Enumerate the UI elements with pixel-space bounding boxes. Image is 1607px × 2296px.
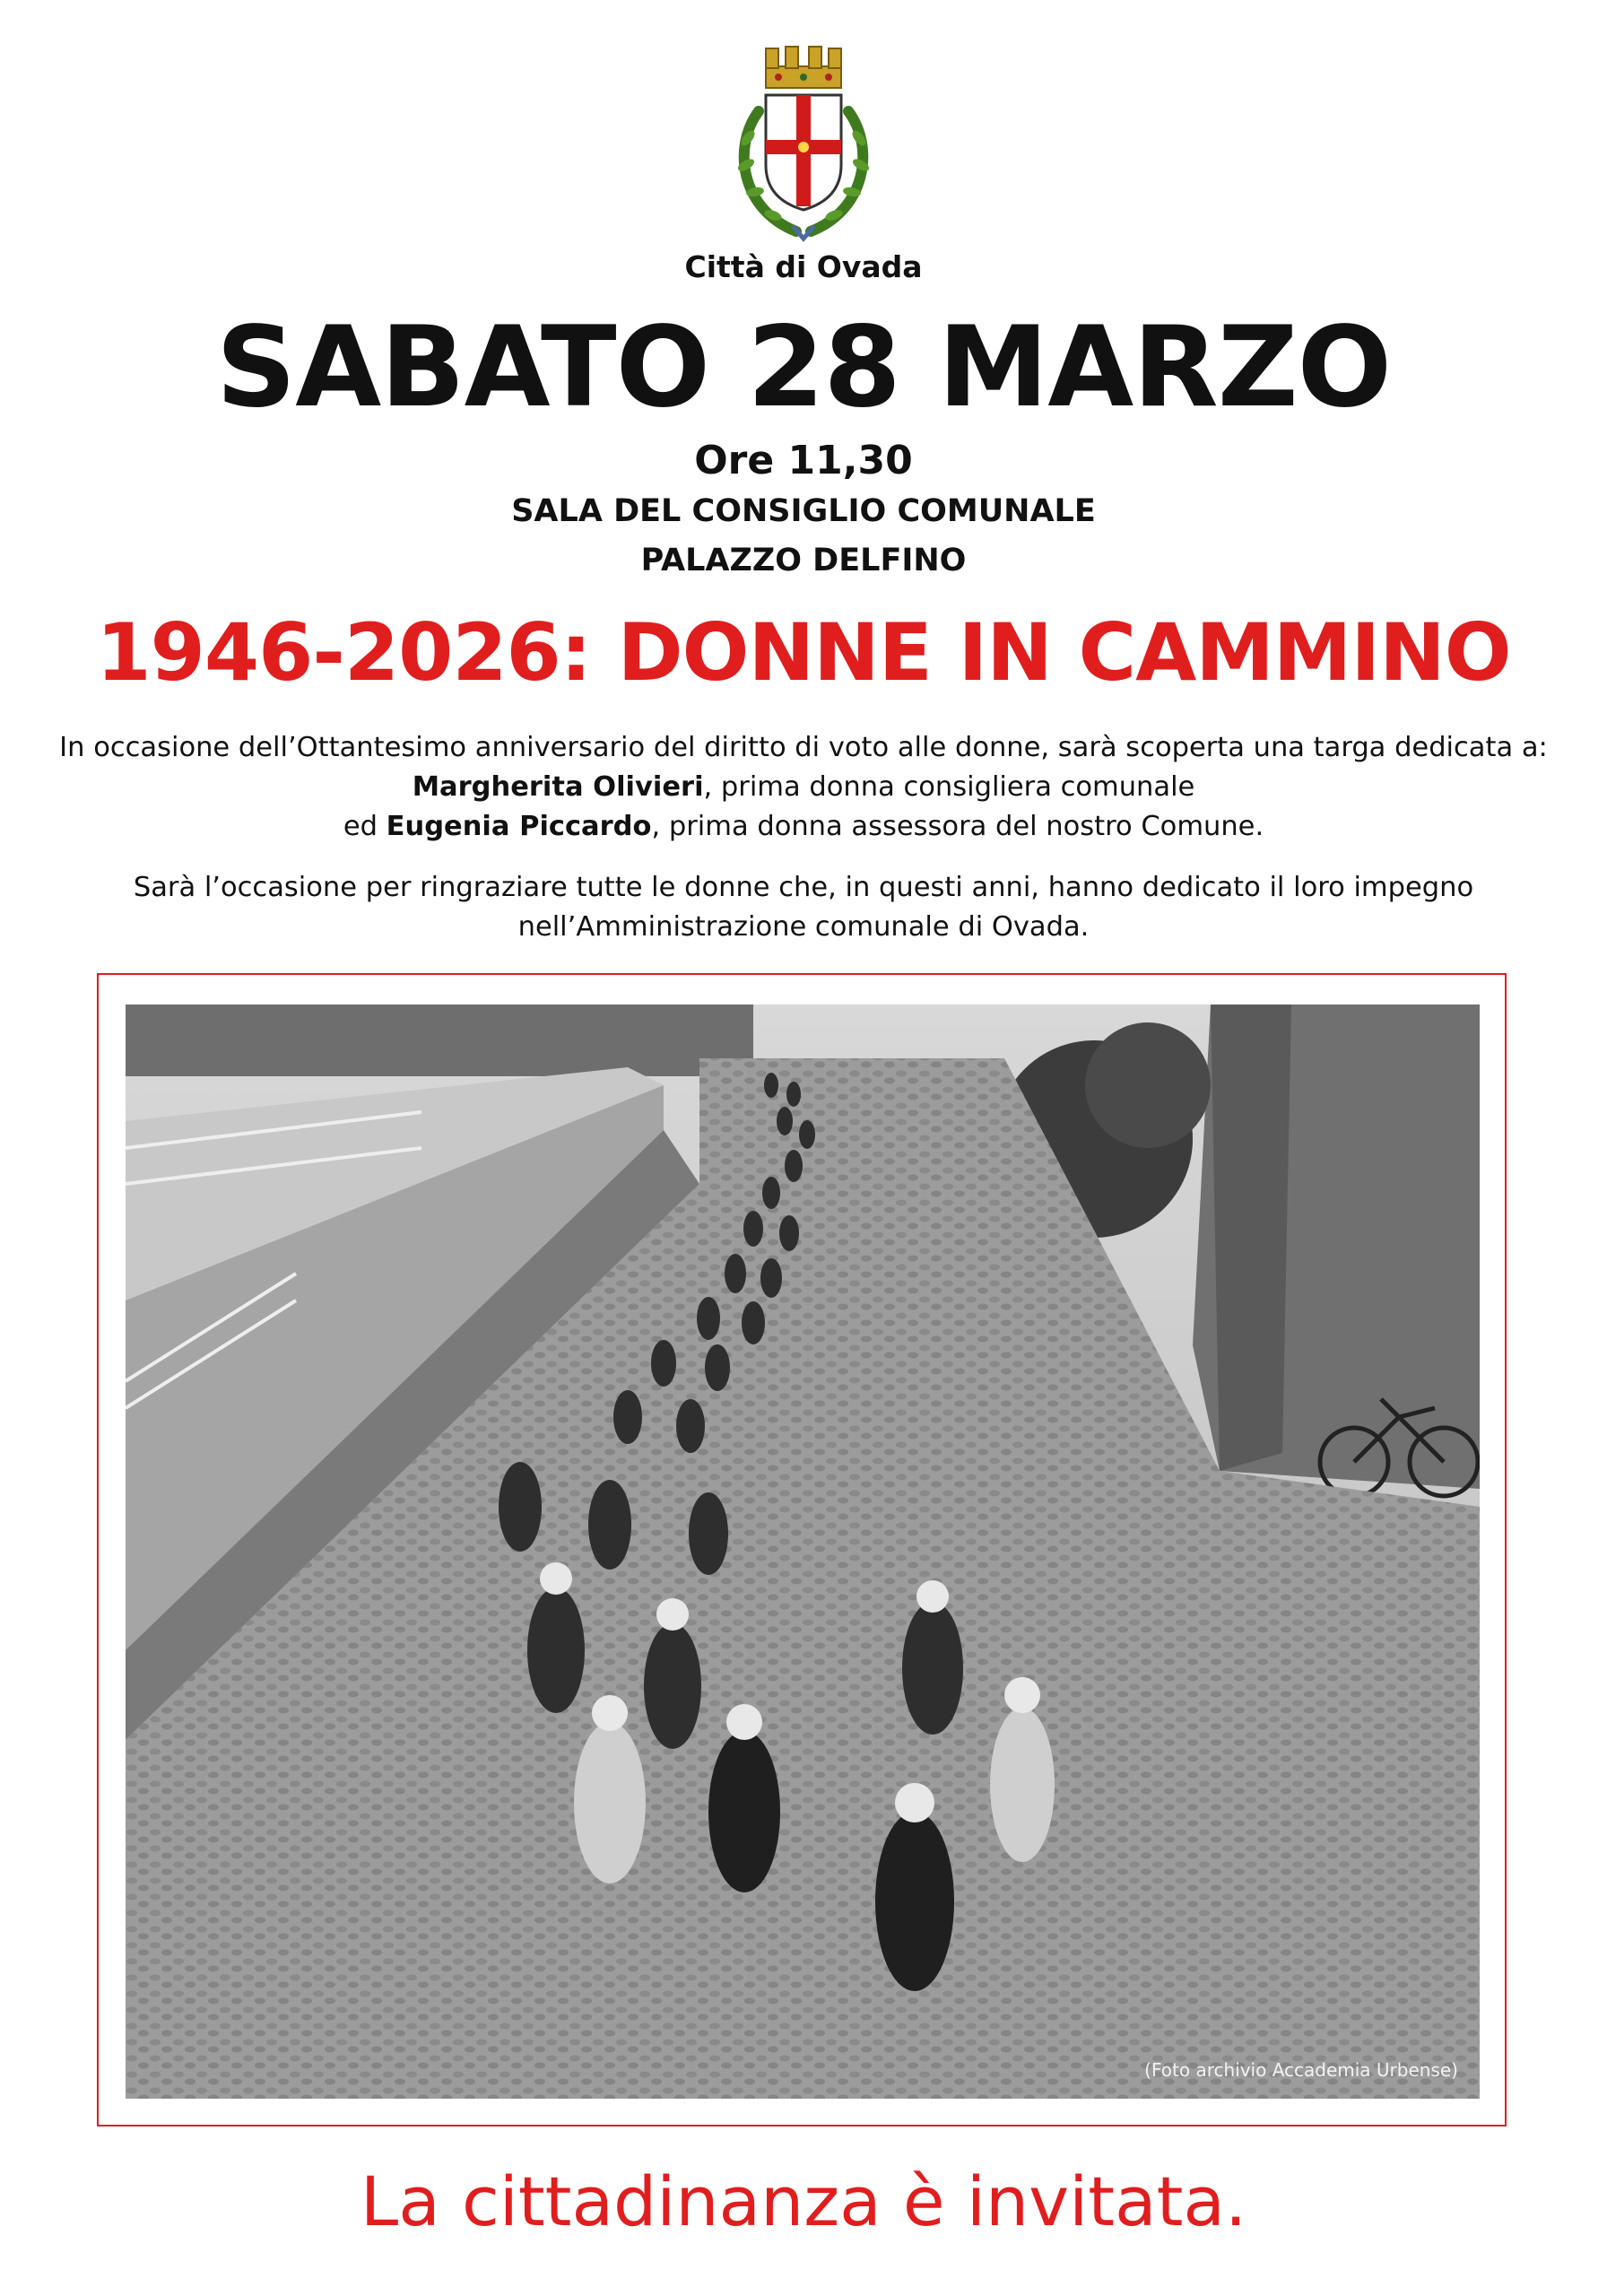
honoree-name: Eugenia Piccardo bbox=[386, 811, 652, 842]
thanks-paragraph bbox=[0, 868, 1607, 947]
photo-credit: (Foto archivio Accademia Urbense) bbox=[1144, 2059, 1458, 2081]
city-name: Città di Ovada bbox=[684, 249, 923, 284]
coat-of-arms-icon bbox=[723, 39, 884, 248]
honoree-role: , prima donna assessora del nostro Comune. bbox=[651, 811, 1264, 842]
honoree-name: Margherita Olivieri bbox=[412, 771, 704, 803]
description-line bbox=[0, 807, 1607, 847]
thanks-line: Sarà l’occasione per ringraziare tutte le donne che, in questi anni, hanno dedicato il loro impegno bbox=[133, 872, 1474, 903]
description-line bbox=[0, 768, 1607, 807]
event-time: Ore 11,30 bbox=[694, 438, 913, 483]
event-date: SABATO 28 MARZO bbox=[215, 303, 1392, 432]
invitation-text: La cittadinanza è invitata. bbox=[360, 2161, 1247, 2241]
thanks-line: nell’Amministrazione comunale di Ovada. bbox=[517, 911, 1090, 943]
event-title: 1946-2026: DONNE IN CAMMINO bbox=[96, 606, 1511, 699]
photo-illustration bbox=[126, 1004, 1480, 2099]
honoree-role: , prima donna consigliera comunale bbox=[703, 771, 1195, 803]
historic-photo bbox=[126, 1004, 1480, 2099]
event-venue-building: PALAZZO DELFINO bbox=[640, 543, 967, 578]
event-venue-room: SALA DEL CONSIGLIO COMUNALE bbox=[511, 493, 1096, 529]
connector-text: ed bbox=[343, 811, 387, 842]
description-paragraph bbox=[0, 728, 1607, 847]
description-line: In occasione dell’Ottantesimo anniversario del diritto di voto alle donne, sarà scoperta una targa dedicata a: bbox=[59, 732, 1548, 763]
